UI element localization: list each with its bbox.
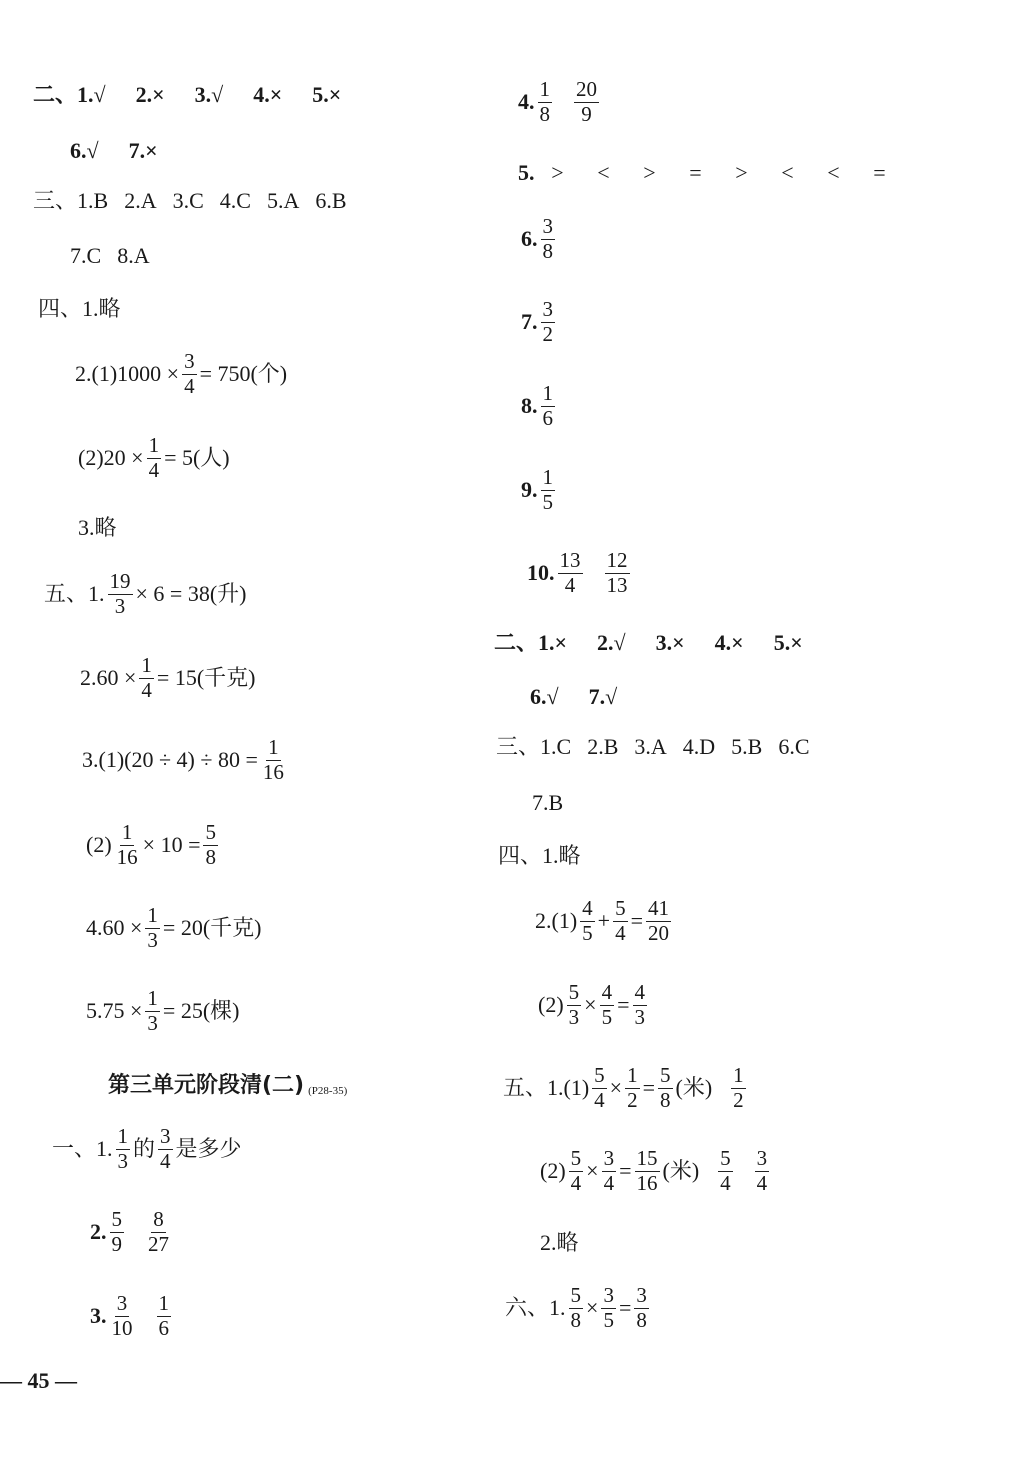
unit-text: (米) [662,1158,700,1184]
expr-text: 2.(1) [535,908,578,934]
denominator: 8 [660,1087,671,1112]
right-sec3-line2 [532,792,563,814]
expr-text: = 750(个) [199,361,288,387]
left-sec1-item2 [90,1208,174,1256]
answer-item: 3.A [634,734,667,759]
numerator: 20 [576,77,597,101]
answer-item: 7.√ [588,684,618,709]
numerator: 4 [601,980,613,1004]
denominator: 3 [568,1004,580,1029]
right-sec2-line1 [494,632,803,654]
operator: = [619,1158,632,1184]
numerator: 5 [570,1146,582,1170]
expr-text: (2)20 × [78,445,144,471]
answer-item: 7.× [128,138,158,163]
answer-item: 三、1.B [33,188,109,213]
left-sec5-item2 [80,654,255,702]
expr-text: 5.75 × [86,998,143,1024]
denominator: 4 [570,1170,582,1195]
fraction [116,1125,131,1173]
left-sec1-item1 [52,1125,242,1173]
answer-item: 3.× [655,630,685,655]
fraction [605,549,630,597]
answer-item: 二、1.× [494,630,568,655]
denominator: 4 [720,1170,731,1195]
expr-text: × 10 = [142,832,201,858]
operator: × [609,1075,623,1101]
answer-item: 4.C [219,188,251,213]
right-item7 [521,298,558,346]
numerator: 3 [184,349,195,373]
expr-text: = 25(棵) [162,998,240,1024]
expr-text: = 5(人) [164,445,230,471]
left-sec3-line1 [33,190,347,212]
answer-item: 二、1.√ [33,82,106,107]
numerator: 3 [636,1283,647,1307]
fraction [147,434,162,482]
answer-item: 2.A [124,188,157,213]
fraction [755,1147,770,1195]
denominator: 3 [634,1004,645,1029]
right-item4 [518,78,602,126]
answer-item: 6.C [778,734,810,759]
denominator: 3 [114,593,126,618]
operator: = [617,992,630,1018]
unit-title-text: 第三单元阶段清(二) [108,1073,305,1098]
fraction [633,981,648,1029]
fraction [592,1064,607,1112]
numerator: 5 [720,1146,731,1170]
denominator: 2 [733,1087,744,1112]
answer-item: 6.√ [530,684,559,709]
numerator: 1 [148,433,160,457]
denominator: 4 [594,1087,605,1112]
denominator: 8 [539,101,550,126]
answer-item: 2.略 [540,1230,579,1255]
right-sec4-item2a [535,897,674,945]
fraction [145,987,160,1035]
answer-item: 5.× [312,82,342,107]
left-sec2-line1 [33,84,341,106]
answer-item: 8.A [117,243,150,268]
compare-sign: > [551,160,564,185]
denominator: 3 [117,1148,129,1173]
denominator: 16 [262,759,284,784]
numerator: 1 [542,465,553,489]
answer-item: 5.A [266,188,300,213]
numerator: 4 [634,980,645,1004]
compare-sign: < [597,160,610,185]
compare-sign: > [735,160,748,185]
right-item9 [521,466,558,514]
denominator: 5 [582,920,593,945]
left-sec3-line2 [70,245,150,267]
fraction [625,1064,640,1112]
right-sec4-item2b [538,981,650,1029]
numerator: 1 [539,77,550,101]
page-number: — 45 — [0,1368,77,1393]
fraction [569,1284,584,1332]
numerator: 5 [111,1207,122,1231]
expr-text: 10. [527,560,555,586]
right-sec6-item1 [505,1284,652,1332]
fraction [574,78,599,126]
left-sec5-item3a [82,736,289,784]
compare-sign: < [781,160,794,185]
denominator: 6 [158,1315,169,1340]
operator: = [642,1075,655,1101]
fraction [541,298,556,346]
denominator: 8 [205,844,216,869]
denominator: 8 [570,1307,582,1332]
fraction [541,382,556,430]
expr-text: (2) [86,832,112,858]
operator: × [586,1158,599,1184]
numerator: 1 [268,735,279,759]
numerator: 5 [205,820,216,844]
fraction [538,78,553,126]
expr-text: (2) [540,1158,566,1184]
denominator: 2 [627,1087,638,1112]
fraction [157,1292,172,1340]
denominator: 3 [147,1010,158,1035]
numerator: 1 [147,903,158,927]
answer-item: 4.D [682,734,716,759]
denominator: 3 [147,927,158,952]
numerator: 1 [158,1291,169,1315]
fraction [635,1147,660,1195]
fraction [731,1064,746,1112]
expr-text: 的 [133,1136,156,1162]
numerator: 8 [153,1207,164,1231]
fraction [541,215,556,263]
answer-item: 4.× [253,82,283,107]
page-ref: (P28-35) [308,1085,348,1097]
left-sec5-item3b [86,821,221,869]
numerator: 5 [594,1063,605,1087]
answer-item: 2.√ [597,630,626,655]
numerator: 3 [160,1124,171,1148]
expr-text: 五、1.(1) [503,1075,590,1101]
denominator: 4 [564,572,576,597]
expr-text: 2. [90,1219,107,1245]
answer-item: 5.B [731,734,763,759]
right-item5 [518,162,903,184]
right-sec5-item1b [540,1147,772,1195]
numerator: 15 [636,1146,658,1170]
compare-sign: < [827,160,840,185]
numerator: 5 [570,1283,582,1307]
left-sec4-item2b [78,434,230,482]
numerator: 3 [116,1291,128,1315]
denominator: 8 [542,238,553,263]
left-sec2-line2 [70,140,158,162]
left-sec5-item4 [86,904,261,952]
numerator: 3 [542,297,553,321]
operator: × [586,1295,599,1321]
answer-item: 2.B [587,734,619,759]
fraction [261,736,286,784]
fraction [146,1208,171,1256]
fraction [567,981,582,1029]
right-sec2-line2 [530,686,617,708]
fraction [718,1147,733,1195]
numerator: 1 [542,381,553,405]
fraction [658,1064,673,1112]
denominator: 16 [116,844,138,869]
fraction [139,654,154,702]
compare-sign: > [643,160,656,185]
expr-text: 五、1. [44,581,105,607]
answer-item: 四、1.略 [38,296,121,321]
numerator: 1 [141,653,152,677]
unit-title [108,1068,347,1099]
numerator: 12 [606,548,628,572]
numerator: 3 [542,214,553,238]
answer-item: 3.√ [194,82,224,107]
denominator: 6 [542,405,553,430]
fraction [569,1147,584,1195]
denominator: 4 [603,1170,615,1195]
answer-item: 3.C [172,188,204,213]
numerator: 1 [627,1063,638,1087]
answer-item: 2.× [135,82,165,107]
right-item6 [521,215,558,263]
answer-item: 6.B [315,188,347,213]
denominator: 5 [542,489,553,514]
answer-item: 4.× [714,630,744,655]
fraction [580,897,595,945]
expr-text: 2.60 × [80,665,137,691]
expr-text: = 20(千克) [162,915,262,941]
compare-sign: = [689,160,702,185]
denominator: 2 [542,321,553,346]
answer-item: 7.B [532,790,564,815]
numerator: 3 [756,1146,768,1170]
left-sec5-item1 [44,570,246,618]
fraction [558,549,583,597]
operator: × [584,992,597,1018]
denominator: 16 [636,1170,658,1195]
expr-text: 6. [521,226,538,252]
numerator: 5 [660,1063,671,1087]
right-item10 [527,549,633,597]
expr-text: 一、1. [52,1136,113,1162]
expr-text: 3. [90,1303,107,1329]
expr-text: 7. [521,309,538,335]
answer-item: 3.略 [78,515,117,540]
denominator: 4 [148,457,160,482]
left-sec1-item3 [90,1292,174,1340]
denominator: 10 [111,1315,133,1340]
answer-item: 三、1.C [496,734,572,759]
denominator: 9 [111,1231,122,1256]
expr-text: 5. [518,160,535,185]
fraction [108,570,133,618]
fraction [646,897,671,945]
left-sec4-item2a [75,350,287,398]
denominator: 9 [581,101,592,126]
denominator: 4 [160,1148,171,1173]
answer-item: 5.× [773,630,803,655]
numerator: 1 [733,1063,744,1087]
numerator: 4 [582,896,593,920]
expr-text: 9. [521,477,538,503]
numerator: 13 [559,548,581,572]
right-sec5-item1a [503,1064,749,1112]
right-item8 [521,382,558,430]
numerator: 1 [121,820,133,844]
denominator: 8 [636,1307,647,1332]
expr-text: (2) [538,992,564,1018]
right-sec5-item2 [540,1232,579,1254]
expr-text: 六、1. [505,1295,566,1321]
expr-text: 是多少 [175,1136,242,1162]
right-sec4-item1 [498,845,581,867]
denominator: 5 [601,1004,613,1029]
expr-text: 8. [521,393,538,419]
left-sec5-item5 [86,987,239,1035]
expr-text: 3.(1)(20 ÷ 4) ÷ 80 = [82,747,258,773]
numerator: 3 [603,1283,614,1307]
numerator: 3 [603,1146,615,1170]
answer-item: 7.C [70,243,102,268]
operator: = [630,908,643,934]
fraction [601,1284,616,1332]
expr-text: 4.60 × [86,915,143,941]
denominator: 5 [603,1307,614,1332]
left-sec4-item1 [38,298,121,320]
fraction [634,1284,649,1332]
fraction [115,821,140,869]
expr-text: 4. [518,89,535,115]
numerator: 1 [147,986,158,1010]
denominator: 4 [141,677,152,702]
numerator: 41 [648,896,669,920]
fraction [203,821,218,869]
numerator: 5 [568,980,580,1004]
answer-item: 6.√ [70,138,99,163]
denominator: 4 [615,920,626,945]
fraction [110,1208,125,1256]
fraction [145,904,160,952]
denominator: 20 [648,920,669,945]
fraction [600,981,615,1029]
expr-text: = 15(千克) [156,665,256,691]
compare-sign: = [873,160,886,185]
denominator: 4 [756,1170,768,1195]
numerator: 1 [117,1124,129,1148]
expr-text: × 6 = 38(升) [135,581,247,607]
denominator: 13 [606,572,628,597]
operator: + [597,908,611,934]
numerator: 5 [615,896,626,920]
fraction [110,1292,135,1340]
fraction [613,897,628,945]
numerator: 19 [109,569,131,593]
operator: = [618,1295,632,1321]
denominator: 4 [184,373,195,398]
fraction [158,1125,173,1173]
fraction [541,466,556,514]
unit-text: (米) [675,1075,713,1101]
fraction [182,350,197,398]
right-sec3-line1 [496,736,810,758]
answer-item: 四、1.略 [498,843,581,868]
fraction [602,1147,617,1195]
denominator: 27 [148,1231,169,1256]
left-sec4-item3 [78,517,117,539]
expr-text: 2.(1)1000 × [75,361,180,387]
